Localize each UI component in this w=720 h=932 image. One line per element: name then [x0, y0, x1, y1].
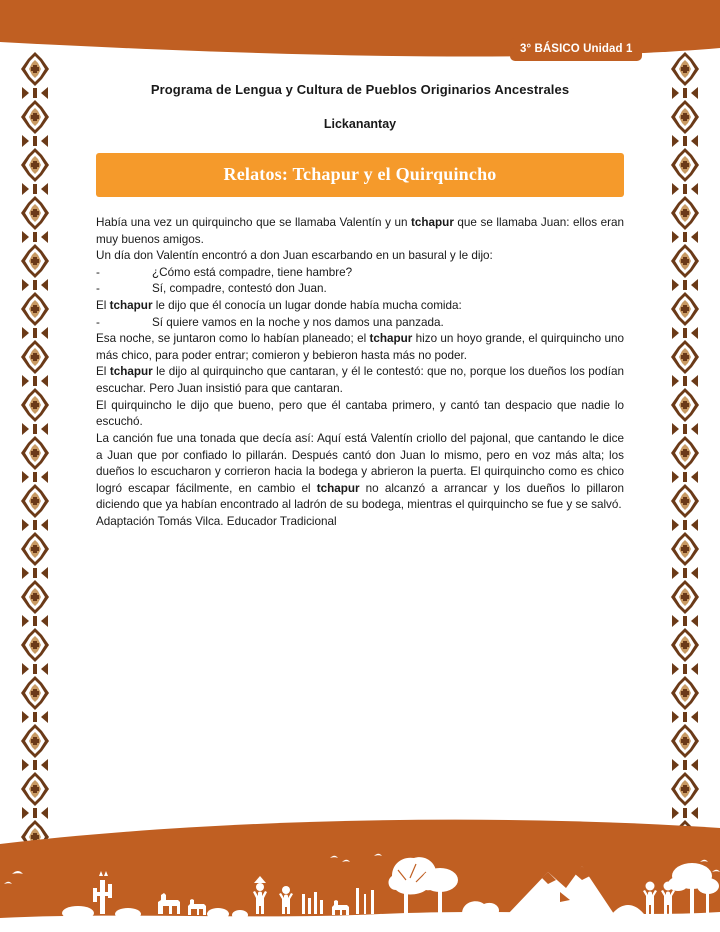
p3-text-b: le dijo que él conocía un lugar donde había mucha comida: [152, 299, 462, 313]
dialogue-dash-2: - [96, 282, 100, 296]
p5-text-a: El [96, 365, 110, 379]
story-paragraph-6: El quirquincho le dijo que bueno, pero que él cantaba primero, y cantó tan despacio que nadie lo escuchó. [96, 398, 624, 429]
dialogue-text-1: ¿Cómo está compadre, tiene hambre? [152, 265, 353, 279]
bottom-landscape-illustration [0, 814, 720, 932]
p3-text-a: El [96, 299, 110, 313]
dialogue-dash-3: - [96, 315, 100, 329]
story-title-bar: Relatos: Tchapur y el Quirquincho [96, 153, 624, 197]
p3-bold-tchapur: tchapur [109, 299, 153, 313]
program-title: Programa de Lengua y Cultura de Pueblos Originarios Ancestrales [150, 82, 570, 97]
p5-text-b: le dijo al quirquincho que cantaran, y él le contestó: que no, porque los dueños los podían escuchar. Pero Juan insistió para que cantaran. [96, 365, 624, 396]
p1-bold-tchapur: tchapur [411, 216, 454, 229]
p1-text-b: que se llamaba Juan: ellos eran muy buenos amigos. [96, 216, 624, 246]
p5-bold-tchapur: tchapur [109, 365, 153, 379]
story-paragraph-2: Un día don Valentín encontró a don Juan escarbando en un basural y le dijo: [96, 249, 493, 263]
story-dialogue-3 [96, 315, 624, 332]
dialogue-text-3: Sí quiere vamos en la noche y nos damos una panzada. [152, 315, 444, 329]
dialogue-dash-1: - [96, 265, 100, 279]
story-dialogue-1 [96, 265, 624, 282]
p4-text-a: Esa noche, se juntaron como lo habían planeado; el [96, 332, 370, 346]
unit-badge: 3° BÁSICO Unidad 1 [510, 38, 642, 61]
p4-bold-tchapur: tchapur [369, 332, 413, 346]
story-body [96, 215, 624, 531]
ornamental-border-right [668, 52, 702, 852]
p7-bold-tchapur: tchapur [316, 481, 360, 495]
story-dialogue-2 [96, 281, 624, 298]
story-paragraph-3 [96, 298, 624, 315]
document-content [96, 82, 624, 531]
story-paragraph-4 [96, 331, 624, 364]
people-name: Lickanantay [323, 117, 397, 131]
story-paragraph-5 [96, 364, 624, 397]
p1-text-a: Había una vez un quirquincho que se llamaba Valentín y un [96, 216, 412, 229]
p7-text-b: no alcanzó a arrancar y los dueños lo pillaron diciendo que ya habían encontrado al ladrón de su bodega, mientras el quirquincho se fue y se salvó. [96, 481, 624, 512]
story-paragraph-7 [96, 431, 624, 514]
dialogue-text-2: Sí, compadre, contestó don Juan. [152, 282, 327, 296]
story-paragraph-1 [96, 215, 624, 248]
story-credit: Adaptación Tomás Vilca. Educador Tradicional [96, 514, 337, 528]
ornamental-border-left [18, 52, 52, 852]
p4-text-b: hizo un hoyo grande, el quirquincho uno más chico, para poder entrar; comieron y bebieron hasta más no poder. [96, 332, 624, 362]
p7-text-a: La canción fue una tonada que decía así: Aquí está Valentín criollo del pajonal, que cantando le dice a Juan que por confiado lo pillarán. Después cantó don Juan lo mismo, pero en voz más alta; los dueños lo escucharon y corrieron hacia la bodega y abrieron la puerta. El quirquincho como es chico logró escapar fácilmente, en cambio el [96, 431, 624, 495]
